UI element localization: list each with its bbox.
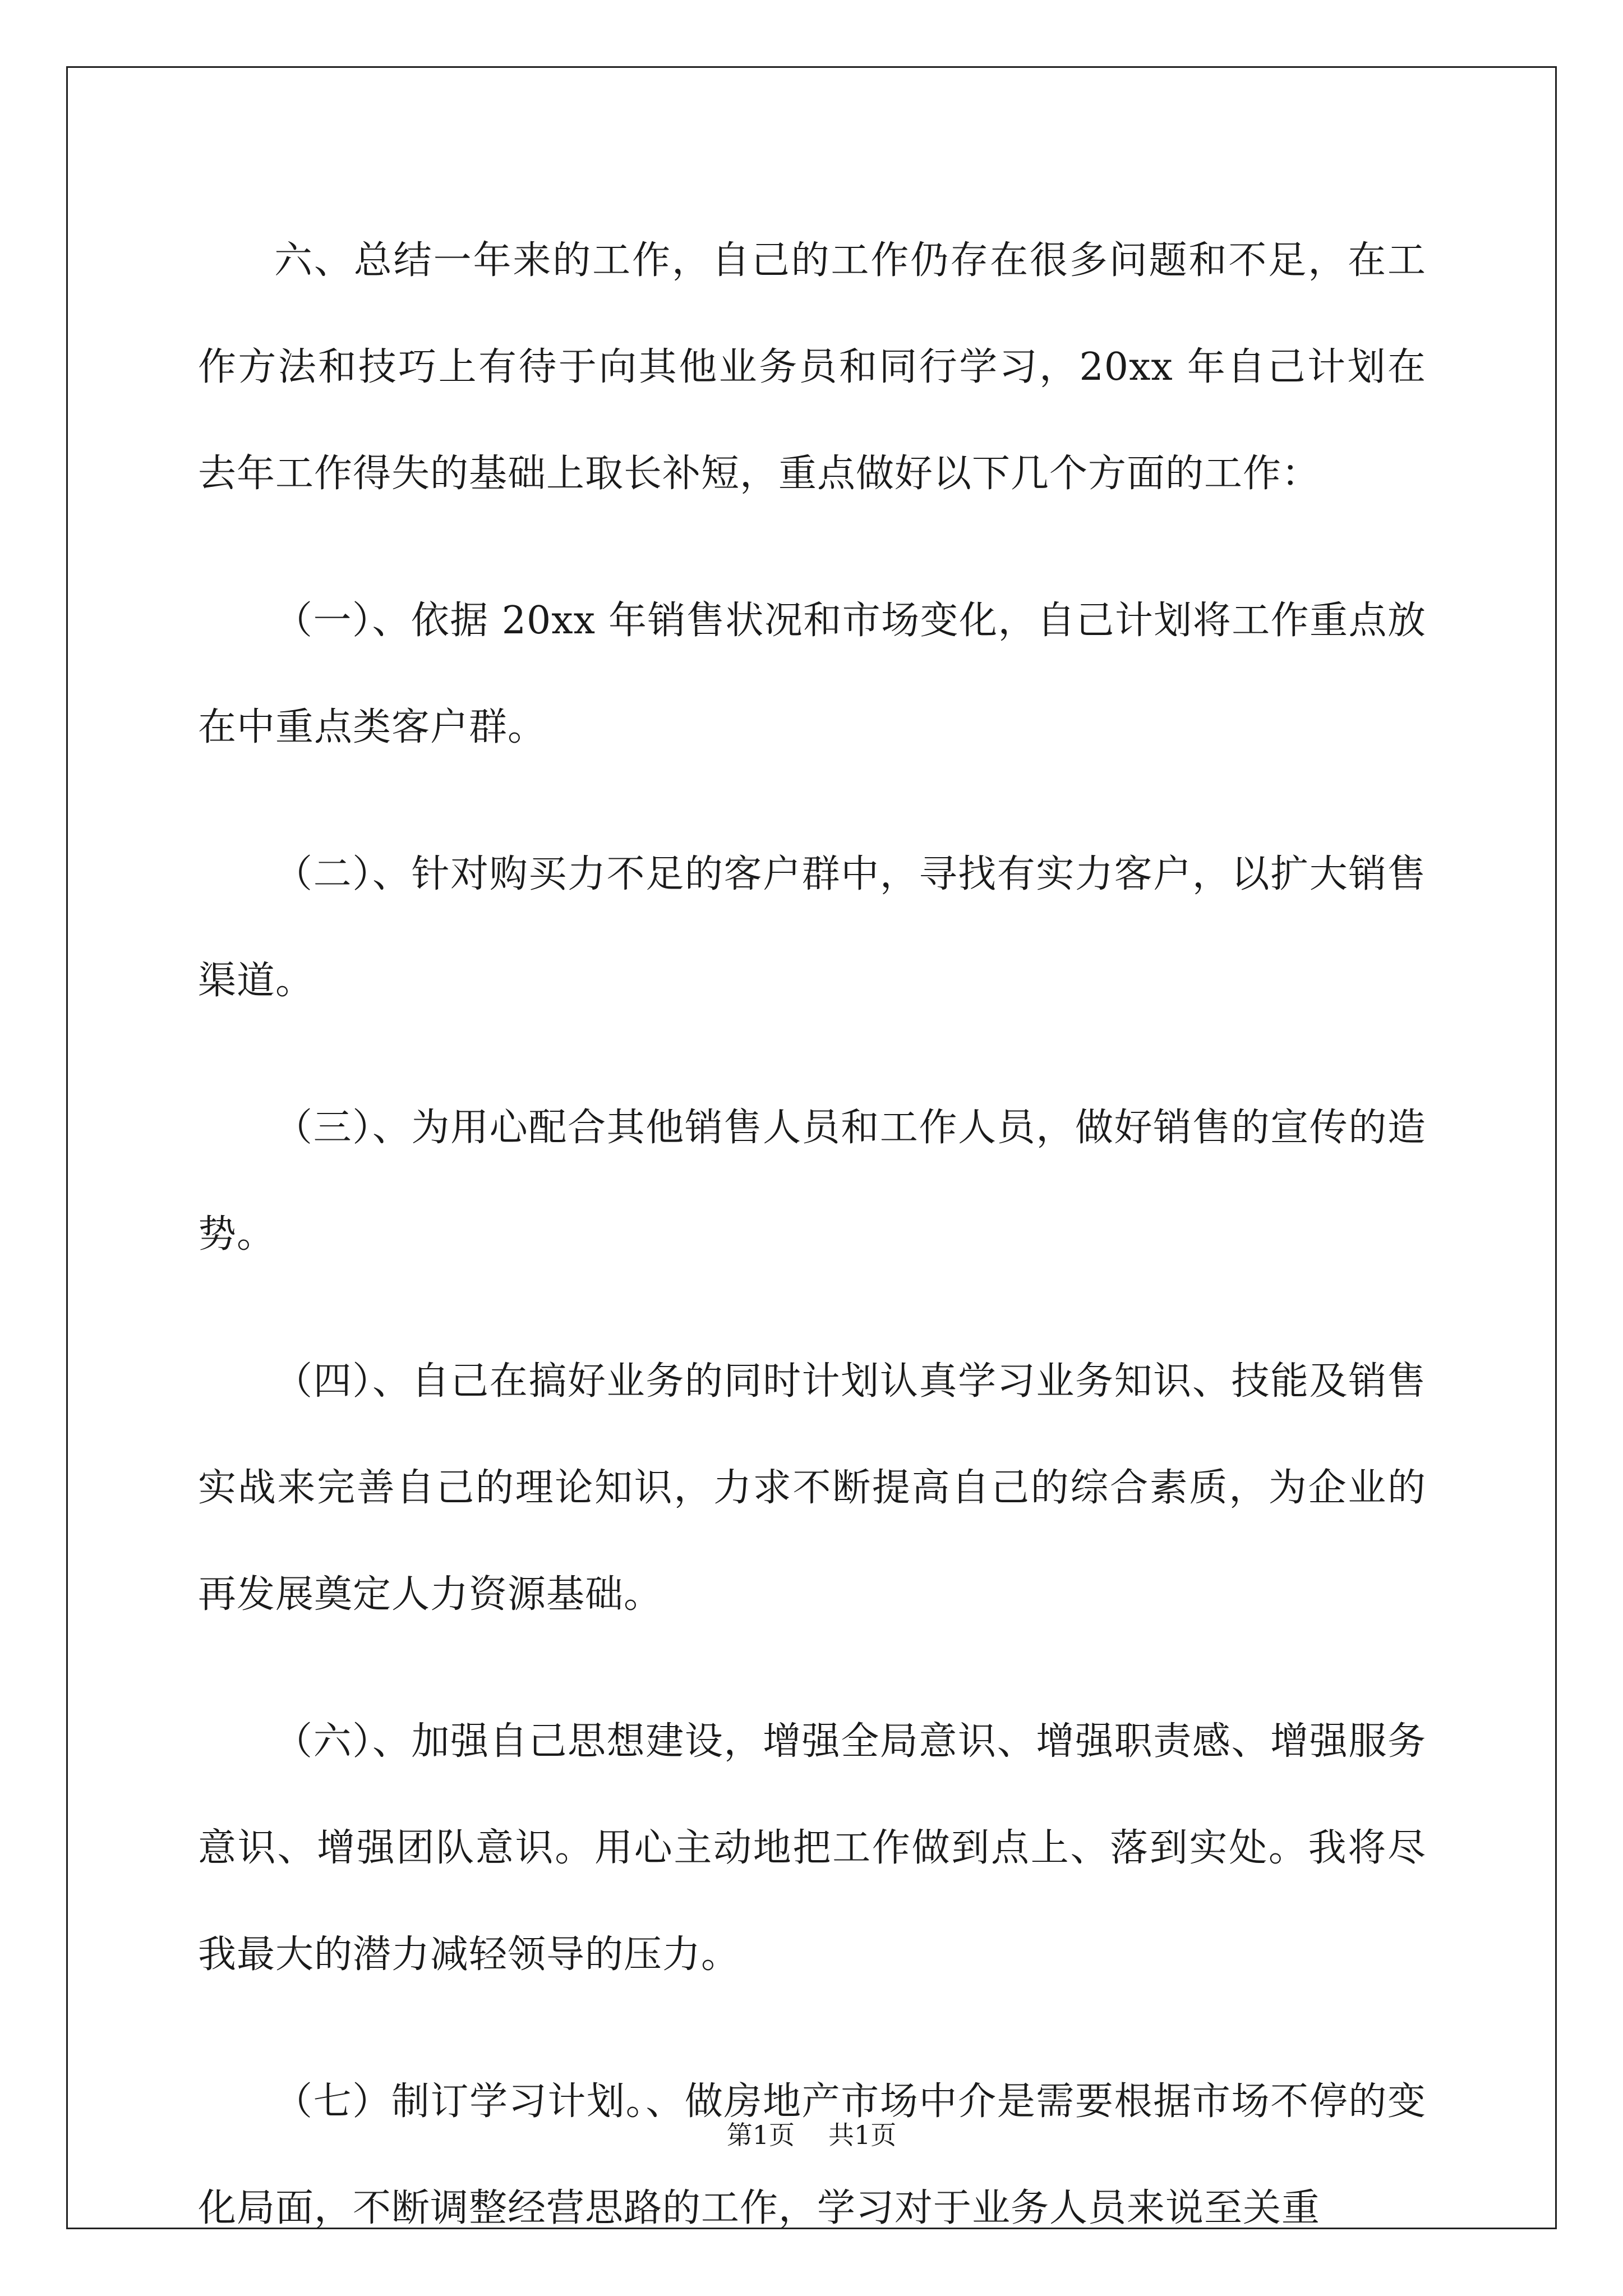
document-body: [198, 208, 1426, 2262]
paragraph-item-7: （七）制订学习计划。、做房地产市场中介是需要根据市场不停的变化局面，不断调整经营思路的工作，学习对于业务人员来说至关重: [198, 2079, 1426, 2230]
paragraph-item-3: （三）、为用心配合其他销售人员和工作人员，做好销售的宣传的造势。: [198, 1106, 1426, 1257]
paragraph-item-6: （六）、加强自己思想建设，增强全局意识、增强职责感、增强服务意识、增强团队意识。用心主动地把工作做到点上、落到实处。我将尽我最大的潜力减轻领导的压力。: [198, 1719, 1426, 1977]
page-footer: [0, 2115, 1623, 2152]
paragraph-item-1: （一）、依据 20xx 年销售状况和市场变化，自己计划将工作重点放在中重点类客户群。: [198, 599, 1426, 749]
paragraph-item-4: （四）、自己在搞好业务的同时计划认真学习业务知识、技能及销售实战来完善自己的理论知识，力求不断提高自己的综合素质，为企业的再发展奠定人力资源基础。: [198, 1359, 1426, 1617]
page-number-total: 共1页: [828, 2120, 897, 2150]
page-number-current: 第1页: [726, 2120, 795, 2150]
paragraph-item-2: （二）、针对购买力不足的客户群中，寻找有实力客户，以扩大销售渠道。: [198, 852, 1426, 1003]
paragraph-summary: 六、总结一年来的工作，自己的工作仍存在很多问题和不足，在工作方法和技巧上有待于向其他业务员和同行学习，20xx 年自己计划在去年工作得失的基础上取长补短，重点做好以下几个方面的工作：: [198, 238, 1426, 496]
